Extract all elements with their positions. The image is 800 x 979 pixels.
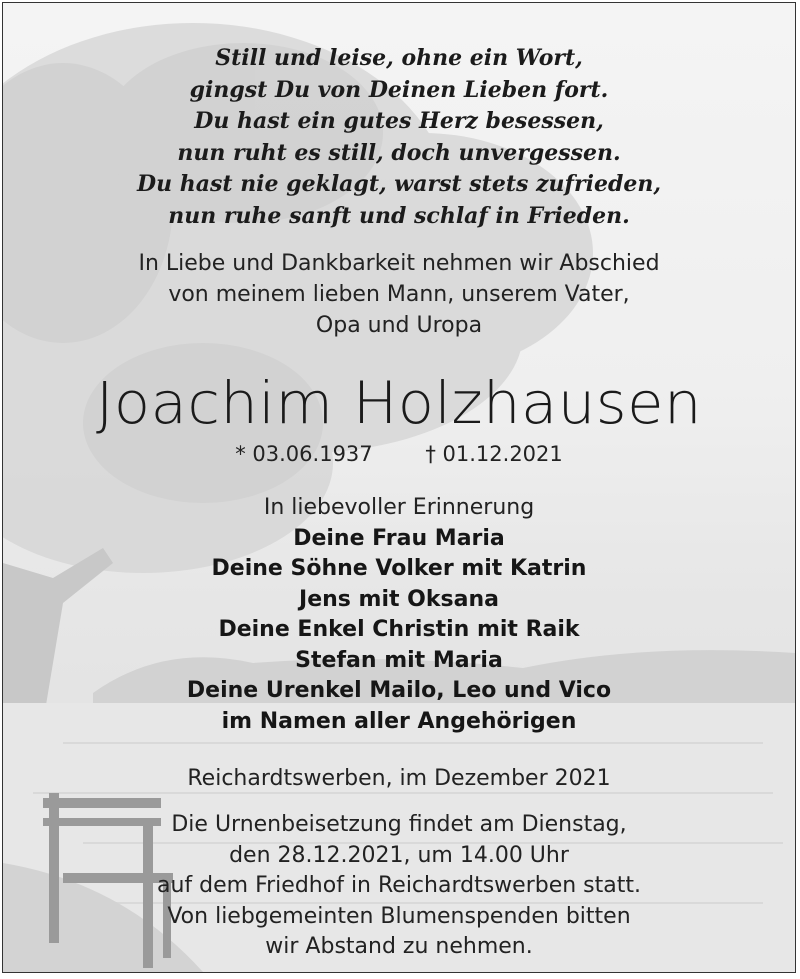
funeral-line: wir Abstand zu nehmen. bbox=[265, 934, 533, 959]
funeral-line: Von liebgemeinten Blumenspenden bitten bbox=[167, 903, 631, 929]
family-signatures bbox=[3, 493, 795, 737]
poem-line: Du hast ein gutes Herz besessen, bbox=[194, 108, 604, 134]
remembrance-lead: In liebevoller Erinnerung bbox=[263, 495, 535, 520]
obituary-notice bbox=[2, 2, 796, 973]
poem-line: gingst Du von Deinen Lieben fort. bbox=[189, 76, 609, 103]
poem-line: Still und leise, ohne ein Wort, bbox=[215, 45, 583, 71]
family-member: Deine Enkel Christin mit Raik bbox=[218, 617, 580, 642]
poem-line: nun ruhe sanft und schlaf in Frieden. bbox=[168, 202, 630, 229]
farewell-intro bbox=[3, 248, 795, 341]
birth-date: * 03.06.1937 bbox=[235, 442, 373, 466]
notice-content bbox=[3, 3, 795, 963]
memorial-poem bbox=[3, 3, 795, 232]
place-and-date: Reichardtswerben, im Dezember 2021 bbox=[187, 766, 611, 791]
poem-line: Du hast nie geklagt, warst stets zufrieden, bbox=[137, 171, 661, 197]
funeral-line: auf dem Friedhof in Reichardtswerben statt. bbox=[157, 873, 641, 898]
family-member: Deine Urenkel Mailo, Leo und Vico bbox=[186, 678, 612, 703]
intro-line: In Liebe und Dankbarkeit nehmen wir Abschied bbox=[138, 251, 660, 276]
family-member: Deine Frau Maria bbox=[293, 525, 505, 551]
intro-line: Opa und Uropa bbox=[315, 313, 483, 338]
deceased-name: Joachim Holzhausen bbox=[95, 369, 703, 437]
funeral-line: den 28.12.2021, um 14.00 Uhr bbox=[229, 842, 569, 868]
poem-line: nun ruht es still, doch unvergessen. bbox=[177, 139, 621, 166]
funeral-details bbox=[3, 810, 795, 963]
funeral-line: Die Urnenbeisetzung findet am Dienstag, bbox=[171, 812, 627, 837]
intro-line: von meinem lieben Mann, unserem Vater, bbox=[168, 282, 630, 307]
life-dates bbox=[3, 439, 795, 469]
death-date: † 01.12.2021 bbox=[425, 442, 563, 466]
family-member: Jens mit Oksana bbox=[299, 586, 499, 612]
family-member: Deine Söhne Volker mit Katrin bbox=[211, 556, 587, 581]
family-member: im Namen aller Angehörigen bbox=[221, 708, 577, 734]
family-member: Stefan mit Maria bbox=[295, 647, 503, 673]
